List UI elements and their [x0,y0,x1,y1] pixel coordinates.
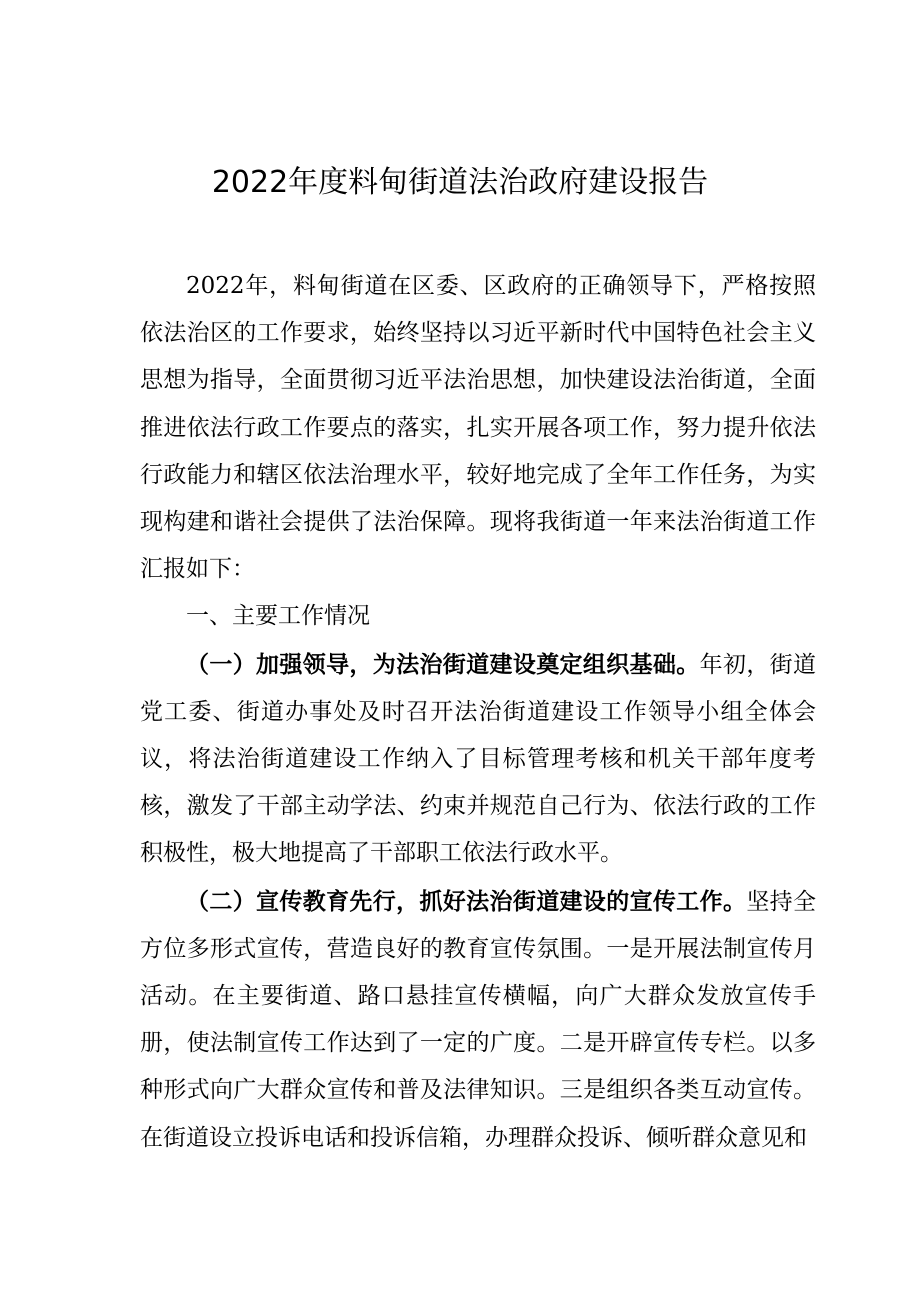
subsection-two-paragraph [140,878,816,1162]
intro-paragraph: 2022年，料甸街道在区委、区政府的正确领导下，严格按照依法治区的工作要求，始终坚持以习近平新时代中国特色社会主义思想为指导，全面贯彻习近平法治思想，加快建设法治街道，全面推进依法行政工作要点的落实，扎实开展各项工作，努力提升依法行政能力和辖区依法治理水平，较好地完成了全年工作任务，为实现构建和谐社会提供了法治保障。现将我街道一年来法治街道工作汇报如下： [140,273,816,583]
subsection-one-paragraph [140,641,816,878]
document-body [140,263,816,1162]
subsection-two-heading: （二）宣传教育先行，抓好法治街道建设的宣传工作。 [186,887,747,915]
subsection-one-heading: （一）加强领导，为法治街道建设奠定组织基础。 [186,650,700,678]
document-title: 2022年度料甸街道法治政府建设报告 [211,165,709,200]
subsection-two-text: 坚持全方位多形式宣传，营造良好的教育宣传氛围。一是开展法制宣传月活动。在主要街道、路口悬挂宣传横幅，向广大群众发放宣传手册，使法制宣传工作达到了一定的广度。二是开辟宣传专栏。以多种形式向广大群众宣传和普及法律知识。三是组织各类互动宣传。在街道设立投诉电话和投诉信箱，办理群众投诉、倾听群众意见和 [140,888,817,1151]
section-one-heading: 一、主要工作情况 [186,603,370,630]
subsection-one-text: 年初，街道党工委、街道办事处及时召开法治街道建设工作领导小组全体会议，将法治街道建设工作纳入了目标管理考核和机关干部年度考核，激发了干部主动学法、约束并规范自己行为、依法行政的工作积极性，极大地提高了干部职工依法行政水平。 [140,651,817,867]
